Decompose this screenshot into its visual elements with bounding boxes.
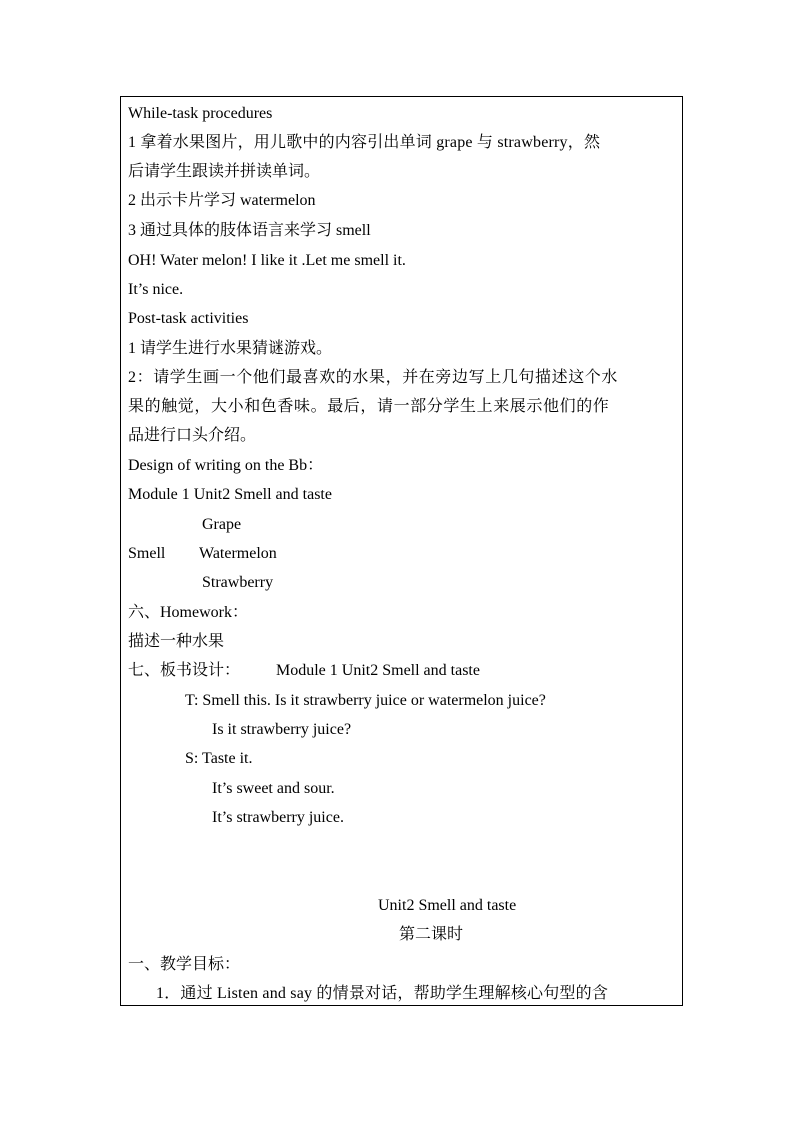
example-sentence-2: It’s nice. bbox=[128, 281, 184, 298]
heading-while-task: While-task procedures bbox=[128, 105, 273, 122]
heading-design-of-writing: Design of writing on the Bb： bbox=[128, 457, 324, 474]
board-design-title: Module 1 Unit2 Smell and taste bbox=[276, 662, 480, 679]
example-sentence-1: OH! Water melon! I like it .Let me smell it. bbox=[128, 252, 406, 269]
dialogue-student-1: S: Taste it. bbox=[185, 750, 253, 767]
step-2: 2 出示卡片学习 watermelon bbox=[128, 192, 316, 209]
post-task-2-line-3: 品进行口头介绍。 bbox=[128, 427, 257, 444]
post-task-2-line-1: 2：请学生画一个他们最喜欢的水果，并在旁边写上几句描述这个水 bbox=[128, 369, 619, 386]
objective-1: 1．通过 Listen and say 的情景对话，帮助学生理解核心句型的含 bbox=[156, 985, 609, 1002]
heading-teaching-objectives: 一、教学目标： bbox=[128, 956, 241, 973]
step-3: 3 通过具体的肢体语言来学习 smell bbox=[128, 222, 371, 239]
unit-title: Unit2 Smell and taste bbox=[378, 897, 517, 914]
dialogue-teacher-1: T: Smell this. Is it strawberry juice or watermelon juice? bbox=[185, 692, 546, 709]
step-1-line-2: 后请学生跟读并拼读单词。 bbox=[128, 163, 321, 180]
dialogue-student-2: It’s sweet and sour. bbox=[212, 780, 335, 797]
post-task-2-line-2: 果的触觉，大小和色香味。最后，请一部分学生上来展示他们的作 bbox=[128, 398, 610, 415]
dialogue-student-3: It’s strawberry juice. bbox=[212, 809, 344, 826]
heading-post-task: Post-task activities bbox=[128, 310, 249, 327]
dialogue-teacher-2: Is it strawberry juice? bbox=[212, 721, 352, 738]
heading-board-design: 七、板书设计： bbox=[128, 662, 241, 679]
board-title: Module 1 Unit2 Smell and taste bbox=[128, 486, 332, 503]
lesson-number: 第二课时 bbox=[399, 926, 464, 943]
step-1-line-1: 1 拿着水果图片，用儿歌中的内容引出单词 grape 与 strawberry，然 bbox=[128, 134, 601, 151]
heading-homework: 六、Homework： bbox=[128, 604, 248, 621]
board-word-strawberry: Strawberry bbox=[202, 574, 274, 591]
board-word-smell: Smell bbox=[128, 545, 166, 562]
homework-content: 描述一种水果 bbox=[128, 633, 225, 650]
post-task-1: 1 请学生进行水果猜谜游戏。 bbox=[128, 340, 333, 357]
board-word-watermelon: Watermelon bbox=[199, 545, 277, 562]
board-word-grape: Grape bbox=[202, 516, 242, 533]
